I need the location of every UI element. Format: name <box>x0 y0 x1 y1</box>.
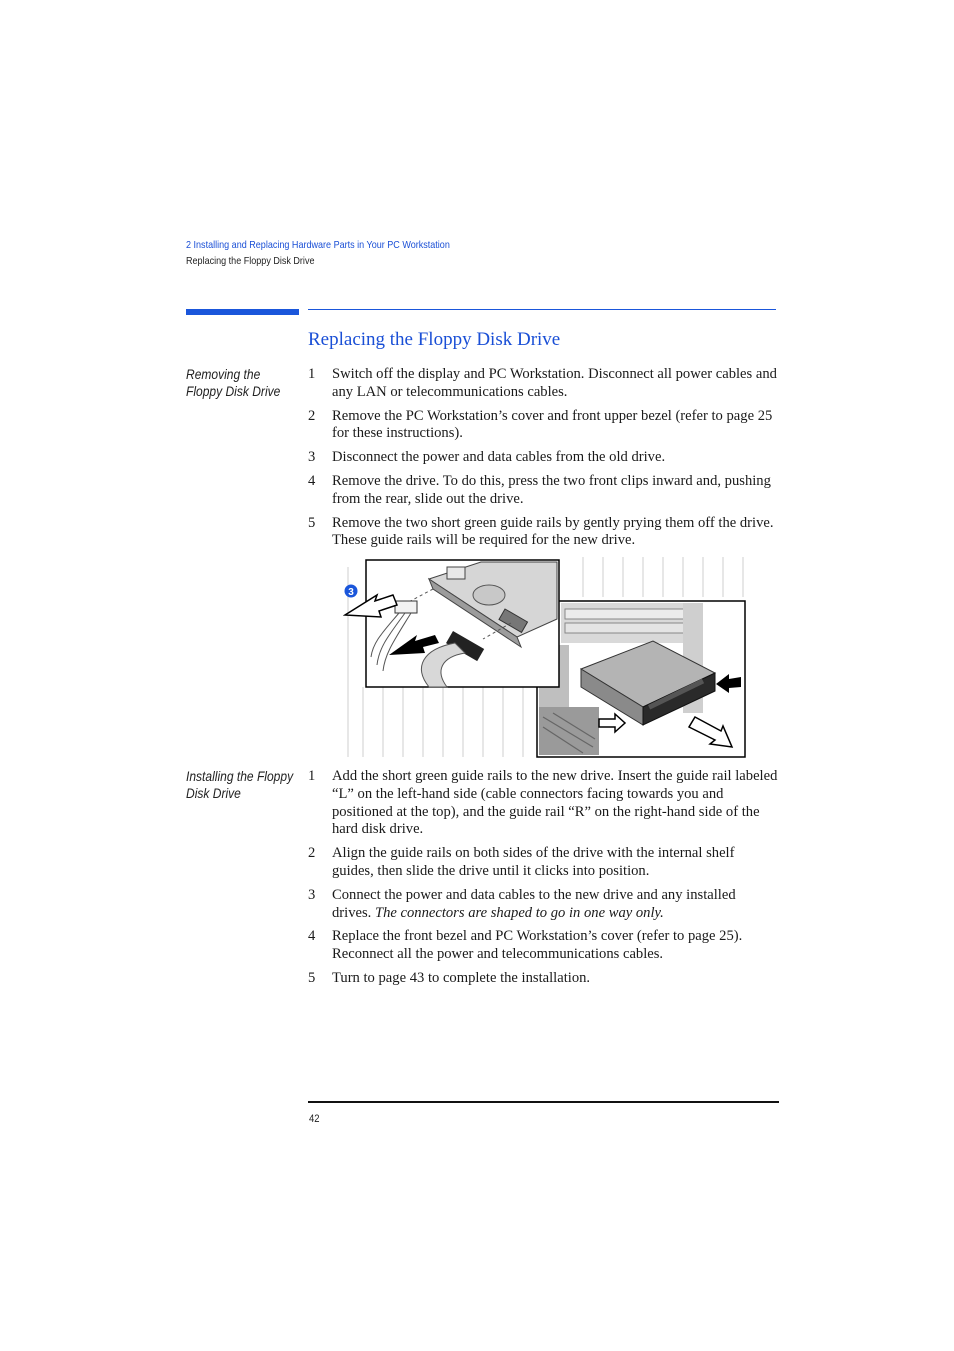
step-number: 3 <box>308 886 316 903</box>
step-number: 2 <box>308 407 316 424</box>
step-text-with-note <box>332 887 778 923</box>
list-item <box>308 449 778 467</box>
step-text: Switch off the display and PC Workstation. Disconnect all power cables and any LAN or telecommunications cables. <box>332 366 777 400</box>
removing-sidehead-line2: Floppy Disk Drive <box>186 383 281 399</box>
page-number: 42 <box>309 1113 320 1125</box>
step-text: Add the short green guide rails to the new drive. Insert the guide rail labeled “L” on the left-hand side (cable connectors facing towards you and positioned at the top), and the guide rail “R” on the right-hand side of the hard disk drive. <box>332 768 778 838</box>
step-text: Disconnect the power and data cables from the old drive. <box>332 449 666 466</box>
floppy-drive-illustration <box>343 557 748 760</box>
step-text: Align the guide rails on both sides of the drive with the internal shelf guides, then slide the drive until it clicks into position. <box>332 845 735 879</box>
step-number: 3 <box>308 449 316 466</box>
list-item <box>308 768 778 839</box>
step-number: 1 <box>308 366 316 382</box>
list-item <box>308 515 778 551</box>
step-number: 2 <box>308 845 316 862</box>
running-header-section: Replacing the Floppy Disk Drive <box>186 255 315 267</box>
list-item <box>308 366 778 402</box>
removing-steps <box>308 366 778 556</box>
step-text: Turn to page 43 to complete the installation. <box>332 969 591 986</box>
step-text: Remove the PC Workstation’s cover and front upper bezel (refer to page 25 for these instructions). <box>332 407 773 442</box>
step-text: Remove the drive. To do this, press the two front clips inward and, pushing from the rear, slide out the drive. <box>332 472 771 507</box>
chassis-panel <box>537 601 745 757</box>
footer-rule <box>308 1101 779 1103</box>
step-text: Connect the power and data cables to the new drive and any installed drives. <box>332 886 736 921</box>
step-number: 5 <box>308 969 316 986</box>
list-item <box>308 408 778 444</box>
step-number: 4 <box>308 472 316 489</box>
installing-sidehead-line1: Installing the Floppy <box>186 768 294 784</box>
step-text: Replace the front bezel and PC Workstation’s cover (refer to page 25). Reconnect all the power and telecommunications cables. <box>332 928 743 963</box>
list-item <box>308 845 778 881</box>
list-item <box>308 887 778 923</box>
removing-sidehead-line1: Removing the <box>186 366 261 382</box>
removing-sidehead <box>186 366 280 400</box>
step-text: Remove the two short green guide rails by gently prying them off the drive. These guide rails will be required for the new drive. <box>332 514 774 549</box>
step-number: 5 <box>308 514 316 531</box>
section-marker-bar <box>186 309 299 315</box>
callout-number: 3 <box>348 587 354 598</box>
list-item <box>308 928 778 964</box>
list-item <box>308 970 778 988</box>
step-number: 1 <box>308 768 316 784</box>
cable-detail-panel <box>345 560 559 687</box>
step-note-italic: The connectors are shaped to go in one way only. <box>374 904 664 921</box>
step-number: 4 <box>308 928 316 945</box>
installing-sidehead-line2: Disk Drive <box>186 785 241 801</box>
section-rule <box>308 309 776 310</box>
installing-steps <box>308 768 778 994</box>
list-item <box>308 473 778 509</box>
page-title: Replacing the Floppy Disk Drive <box>308 329 561 350</box>
installing-sidehead <box>186 768 293 802</box>
running-header-chapter: 2 Installing and Replacing Hardware Parts in Your PC Workstation <box>186 239 450 251</box>
